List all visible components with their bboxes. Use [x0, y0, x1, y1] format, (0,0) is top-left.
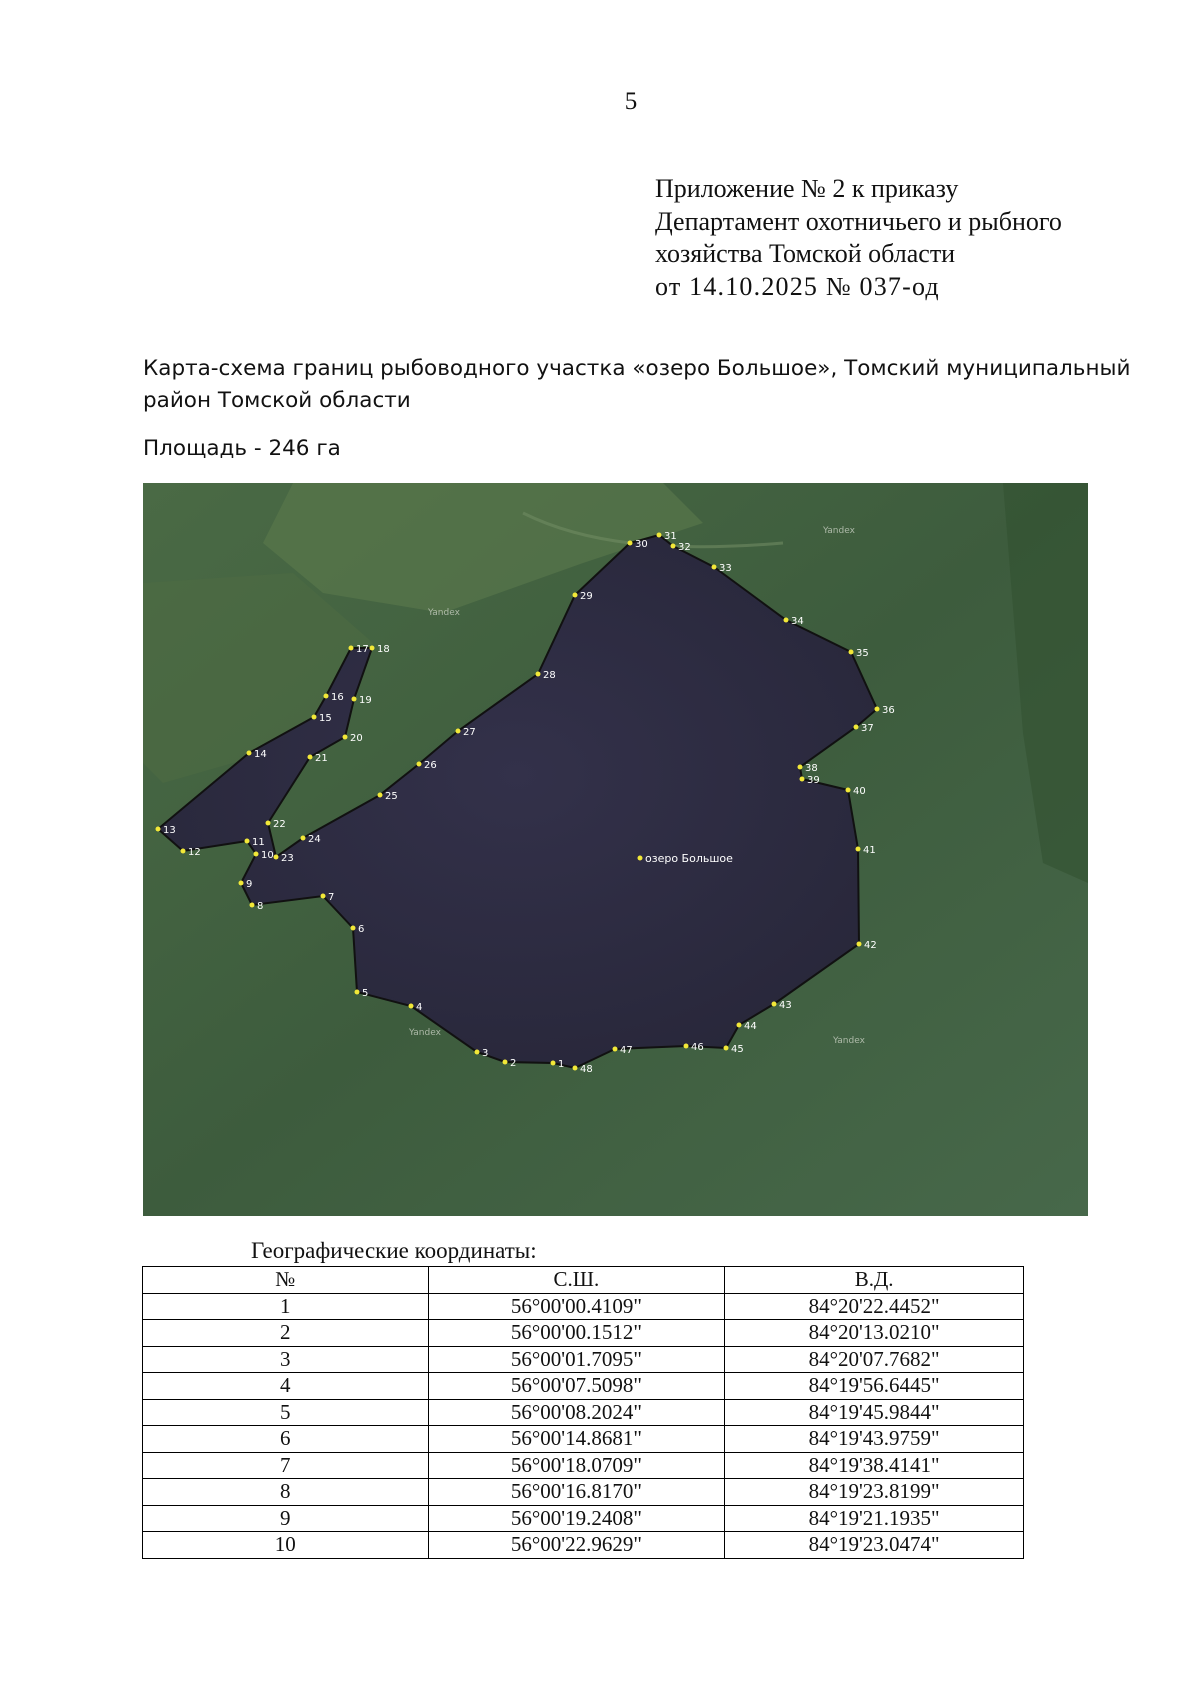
boundary-point-label: 14	[254, 749, 267, 760]
map-watermark: Yandex	[409, 1028, 441, 1038]
table-row	[143, 1426, 1024, 1453]
boundary-point-marker	[737, 1023, 742, 1028]
cell-longitude: 84°19'23.0474"	[725, 1532, 1024, 1559]
boundary-point-marker	[349, 646, 354, 651]
boundary-point-marker	[573, 1066, 578, 1071]
boundary-point-marker	[250, 903, 255, 908]
boundary-point-label: 27	[463, 727, 476, 738]
cell-longitude: 84°20'07.7682"	[725, 1346, 1024, 1373]
boundary-point-marker	[684, 1044, 689, 1049]
boundary-point-marker	[355, 990, 360, 995]
boundary-point-marker	[247, 751, 252, 756]
boundary-point-marker	[613, 1047, 618, 1052]
cell-number: 2	[143, 1320, 429, 1347]
boundary-point-label: 10	[261, 850, 274, 861]
table-row	[143, 1293, 1024, 1320]
boundary-point-label: 35	[856, 648, 869, 659]
cell-latitude: 56°00'07.5098"	[428, 1373, 725, 1400]
lake-label: озеро Большое	[645, 852, 733, 865]
boundary-point-label: 11	[252, 837, 265, 848]
cell-number: 9	[143, 1505, 429, 1532]
cell-latitude: 56°00'19.2408"	[428, 1505, 725, 1532]
boundary-point-label: 43	[779, 1000, 792, 1011]
header-longitude: В.Д.	[725, 1267, 1024, 1294]
boundary-point-marker	[657, 533, 662, 538]
boundary-point-label: 30	[635, 539, 648, 550]
boundary-point-marker	[417, 762, 422, 767]
boundary-point-marker	[875, 707, 880, 712]
cell-latitude: 56°00'00.4109"	[428, 1293, 725, 1320]
boundary-point-label: 22	[273, 819, 286, 830]
boundary-point-marker	[308, 755, 313, 760]
cell-longitude: 84°19'43.9759"	[725, 1426, 1024, 1453]
table-row	[143, 1320, 1024, 1347]
boundary-point-label: 4	[416, 1002, 423, 1013]
boundary-point-marker	[856, 847, 861, 852]
lake-label-group	[638, 852, 734, 865]
boundary-point-marker	[854, 725, 859, 730]
map-canvas	[143, 483, 1088, 1216]
boundary-point-marker	[536, 672, 541, 677]
coordinates-table	[142, 1266, 1024, 1559]
boundary-point-marker	[312, 715, 317, 720]
boundary-point-label: 48	[580, 1064, 593, 1075]
boundary-point-marker	[798, 765, 803, 770]
lake-label-marker	[638, 856, 643, 861]
boundary-point-label: 20	[350, 733, 363, 744]
boundary-point-label: 25	[385, 791, 398, 802]
boundary-point-label: 46	[691, 1042, 704, 1053]
appendix-date-line: от 14.10.2025 № 037-од	[655, 271, 940, 301]
boundary-point-label: 9	[246, 879, 253, 890]
boundary-point-label: 47	[620, 1045, 633, 1056]
boundary-point-marker	[352, 697, 357, 702]
cell-number: 4	[143, 1373, 429, 1400]
cell-longitude: 84°19'56.6445"	[725, 1373, 1024, 1400]
boundary-point-label: 19	[359, 695, 372, 706]
boundary-point-label: 2	[510, 1058, 517, 1069]
table-row	[143, 1399, 1024, 1426]
cell-number: 8	[143, 1479, 429, 1506]
boundary-point-label: 40	[853, 786, 866, 797]
boundary-point-label: 12	[188, 847, 201, 858]
boundary-point-marker	[370, 646, 375, 651]
boundary-point-label: 33	[719, 563, 732, 574]
cell-number: 7	[143, 1452, 429, 1479]
boundary-point-label: 17	[356, 644, 369, 655]
boundary-point-marker	[503, 1060, 508, 1065]
table-header-row	[143, 1267, 1024, 1294]
satellite-map	[143, 483, 1088, 1216]
boundary-point-marker	[409, 1004, 414, 1009]
boundary-point-marker	[245, 839, 250, 844]
cell-longitude: 84°20'22.4452"	[725, 1293, 1024, 1320]
cell-number: 5	[143, 1399, 429, 1426]
boundary-point-marker	[724, 1046, 729, 1051]
boundary-point-marker	[784, 618, 789, 623]
map-watermark: Yandex	[833, 1036, 865, 1046]
appendix-line-3: хозяйства Томской области	[655, 239, 956, 268]
cell-longitude: 84°20'13.0210"	[725, 1320, 1024, 1347]
cell-number: 1	[143, 1293, 429, 1320]
cell-longitude: 84°19'23.8199"	[725, 1479, 1024, 1506]
boundary-point-label: 1	[558, 1059, 565, 1070]
boundary-point-marker	[254, 852, 259, 857]
boundary-point-marker	[800, 777, 805, 782]
boundary-point-label: 28	[543, 670, 556, 681]
boundary-point-label: 31	[664, 531, 677, 542]
page-number: 5	[624, 88, 638, 115]
cell-longitude: 84°19'38.4141"	[725, 1452, 1024, 1479]
boundary-point-marker	[671, 544, 676, 549]
boundary-point-marker	[321, 894, 326, 899]
boundary-point-label: 32	[678, 542, 691, 553]
boundary-point-marker	[456, 729, 461, 734]
boundary-point-label: 3	[482, 1048, 489, 1059]
boundary-point-label: 36	[882, 705, 895, 716]
boundary-point-marker	[378, 793, 383, 798]
boundary-point-label: 41	[863, 845, 876, 856]
boundary-point-label: 8	[257, 901, 264, 912]
boundary-point-marker	[849, 650, 854, 655]
cell-latitude: 56°00'14.8681"	[428, 1426, 725, 1453]
boundary-point-marker	[181, 849, 186, 854]
boundary-point-marker	[274, 855, 279, 860]
boundary-point-label: 7	[328, 892, 335, 903]
boundary-point-label: 34	[791, 616, 804, 627]
boundary-point-marker	[351, 926, 356, 931]
boundary-point-label: 29	[580, 591, 593, 602]
map-watermark: Yandex	[428, 608, 460, 618]
boundary-point-label: 38	[805, 763, 818, 774]
boundary-point-marker	[239, 881, 244, 886]
boundary-point-marker	[266, 821, 271, 826]
cell-longitude: 84°19'21.1935"	[725, 1505, 1024, 1532]
boundary-point-marker	[573, 593, 578, 598]
boundary-point-label: 26	[424, 760, 437, 771]
cell-latitude: 56°00'22.9629"	[428, 1532, 725, 1559]
boundary-point-marker	[343, 735, 348, 740]
boundary-point-marker	[156, 827, 161, 832]
boundary-point-marker	[628, 541, 633, 546]
document-title: Карта-схема границ рыбоводного участка «озеро Большое», Томский муниципальный район Томской области	[143, 356, 1131, 413]
boundary-point-marker	[551, 1061, 556, 1066]
cell-number: 10	[143, 1532, 429, 1559]
boundary-point-marker	[324, 694, 329, 699]
boundary-point-marker	[846, 788, 851, 793]
table-row	[143, 1452, 1024, 1479]
boundary-point-marker	[772, 1002, 777, 1007]
boundary-point-label: 39	[807, 775, 820, 786]
cell-latitude: 56°00'01.7095"	[428, 1346, 725, 1373]
boundary-point-label: 21	[315, 753, 328, 764]
boundary-point-label: 18	[377, 644, 390, 655]
boundary-point-label: 16	[331, 692, 344, 703]
appendix-line-2: Департамент охотничьего и рыбного	[655, 206, 1062, 236]
cell-longitude: 84°19'45.9844"	[725, 1399, 1024, 1426]
cell-latitude: 56°00'08.2024"	[428, 1399, 725, 1426]
boundary-point-marker	[712, 565, 717, 570]
table-row	[143, 1479, 1024, 1506]
boundary-point-label: 45	[731, 1044, 744, 1055]
boundary-point-label: 5	[362, 988, 369, 999]
appendix-header	[655, 173, 1062, 303]
appendix-line-1: Приложение № 2 к приказу	[655, 174, 959, 203]
boundary-point-marker	[857, 942, 862, 947]
cell-latitude: 56°00'00.1512"	[428, 1320, 725, 1347]
boundary-point-label: 15	[319, 713, 332, 724]
boundary-point-marker	[475, 1050, 480, 1055]
boundary-point-label: 42	[864, 940, 877, 951]
boundary-point-label: 6	[358, 924, 365, 935]
cell-number: 6	[143, 1426, 429, 1453]
map-watermark: Yandex	[823, 526, 855, 536]
table-row	[143, 1532, 1024, 1559]
table-row	[143, 1346, 1024, 1373]
boundary-point-label: 44	[744, 1021, 757, 1032]
coordinates-caption: Географические координаты:	[251, 1238, 537, 1263]
area-text: Площадь - 246 га	[143, 436, 341, 461]
table-row	[143, 1505, 1024, 1532]
header-latitude: С.Ш.	[428, 1267, 725, 1294]
boundary-point-label: 13	[163, 825, 176, 836]
boundary-point-label: 37	[861, 723, 874, 734]
cell-number: 3	[143, 1346, 429, 1373]
boundary-point-label: 24	[308, 834, 321, 845]
cell-latitude: 56°00'16.8170"	[428, 1479, 725, 1506]
header-number: №	[143, 1267, 429, 1294]
boundary-point-label: 23	[281, 853, 294, 864]
table-row	[143, 1373, 1024, 1400]
boundary-point-marker	[301, 836, 306, 841]
cell-latitude: 56°00'18.0709"	[428, 1452, 725, 1479]
